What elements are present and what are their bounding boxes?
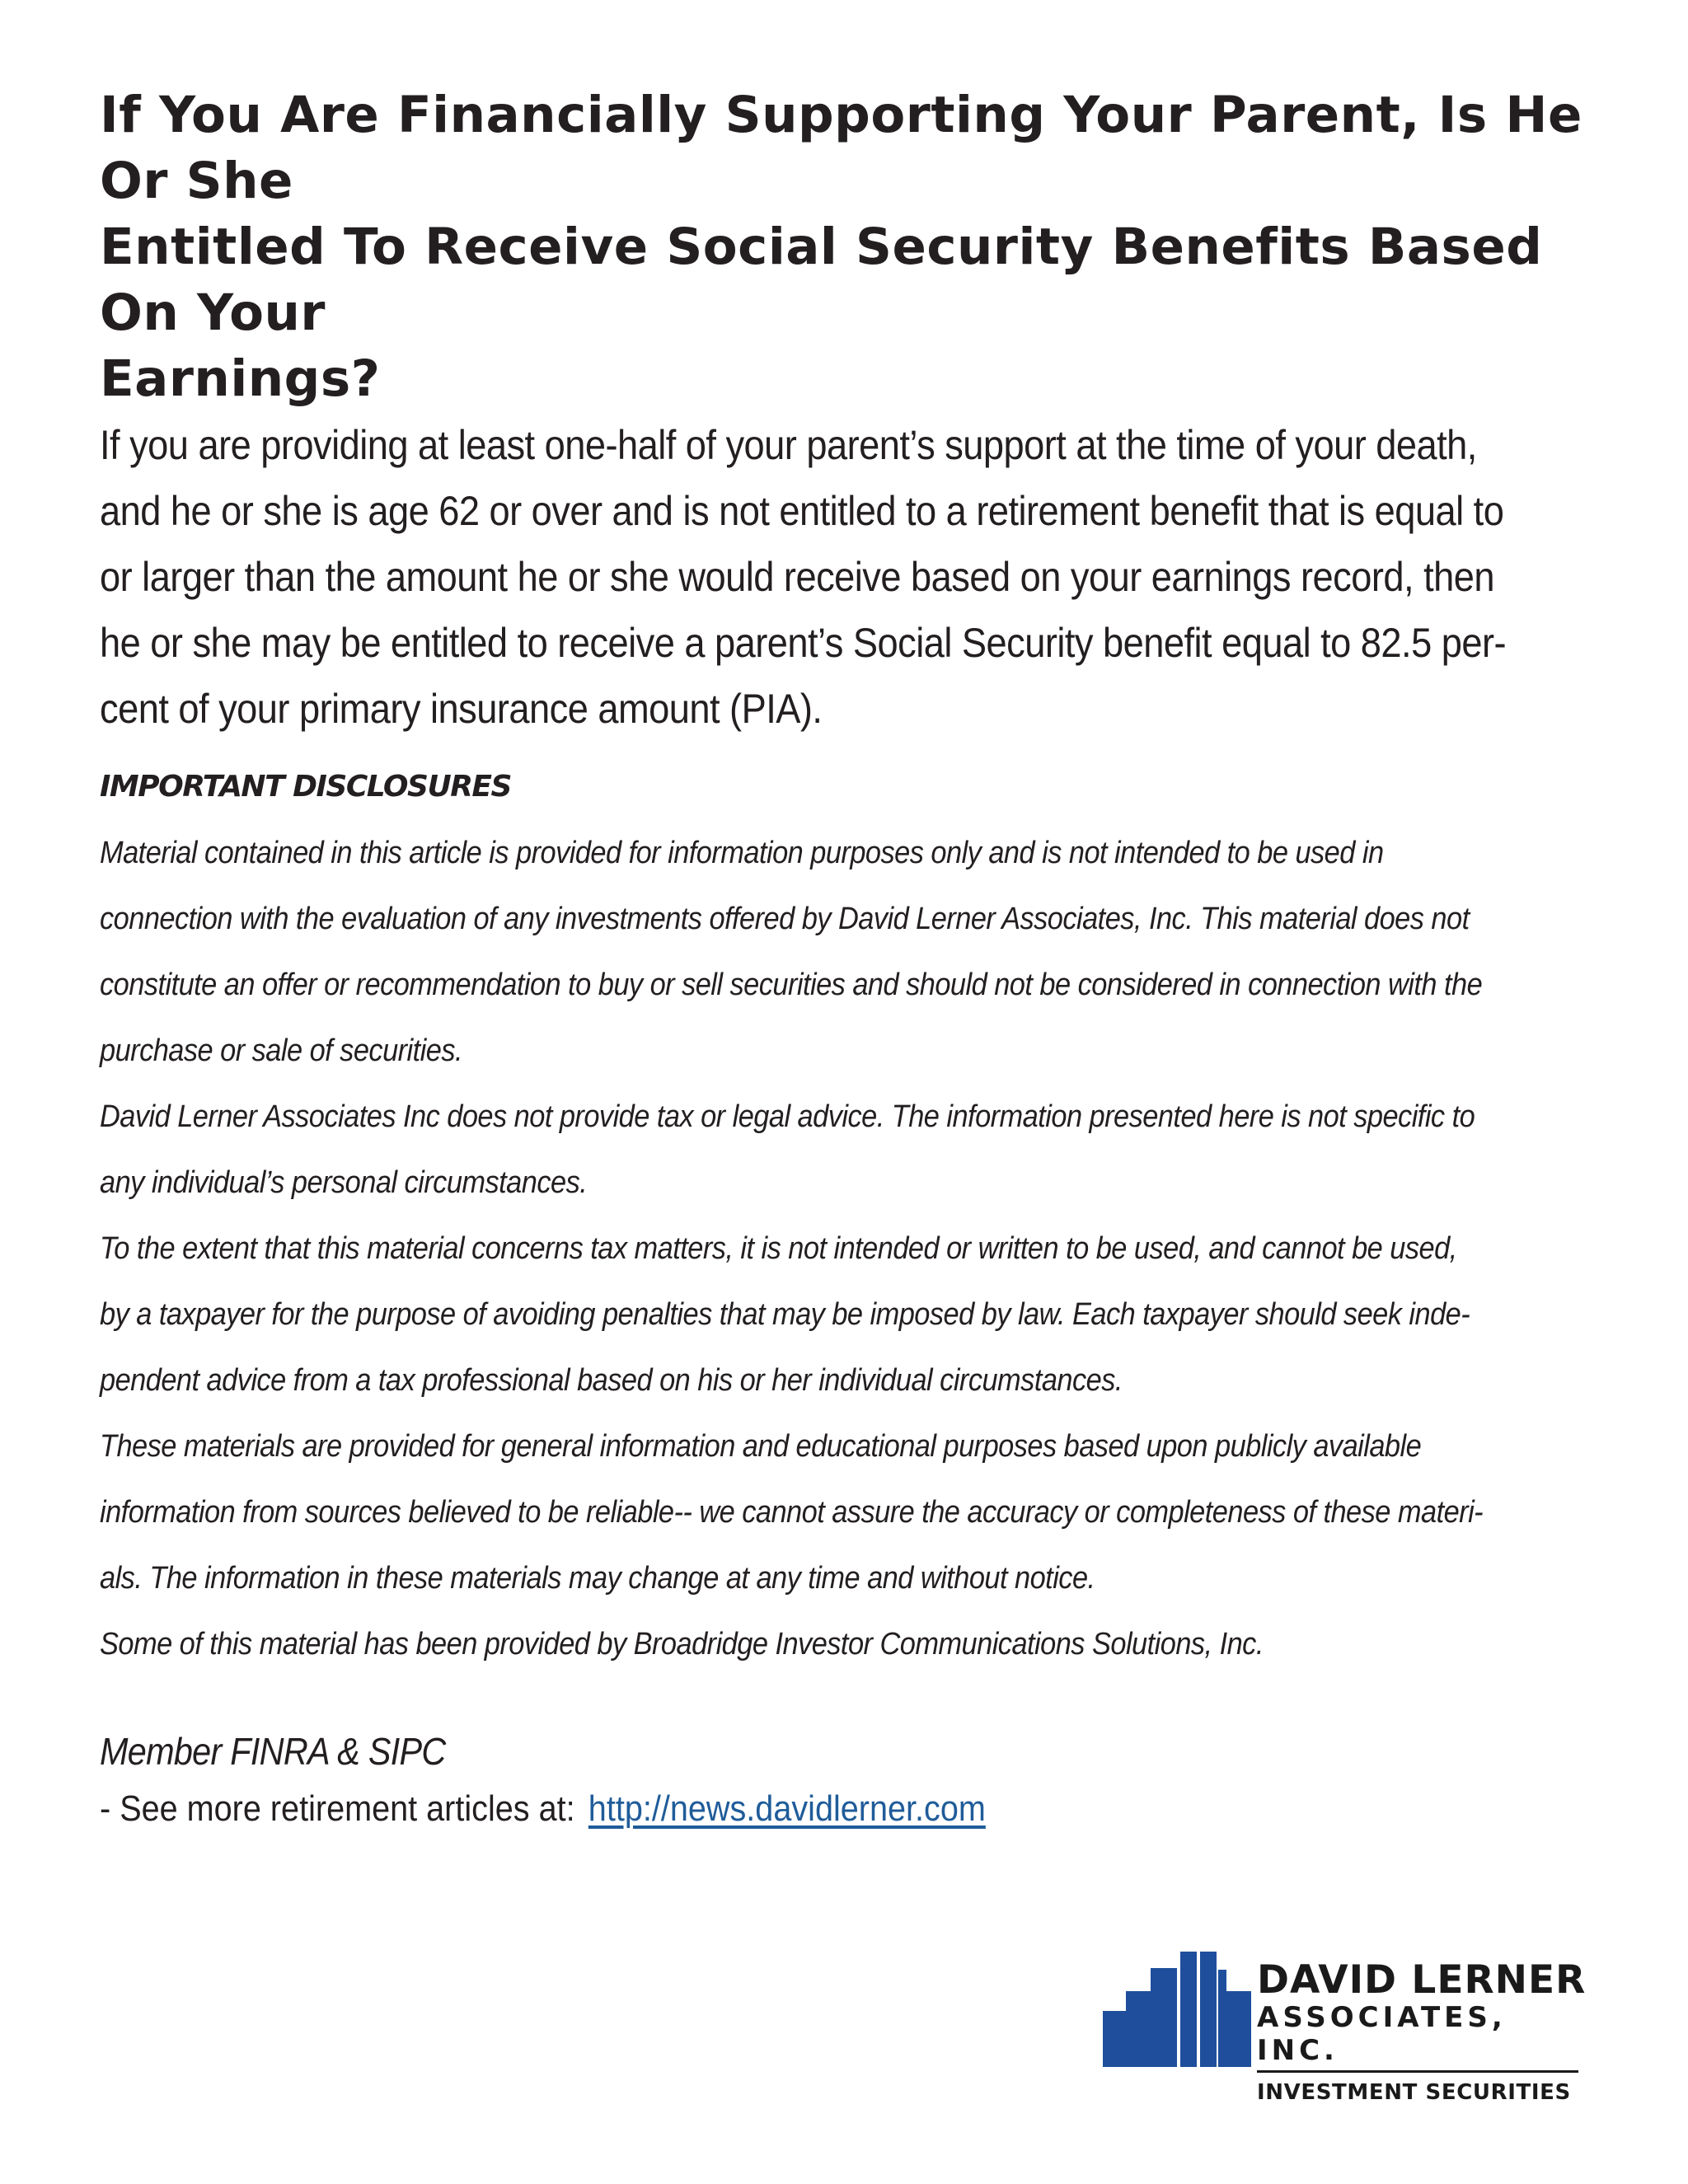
- logo-divider: [1257, 2070, 1578, 2073]
- disclosures-heading: IMPORTANT DISCLOSURES: [100, 770, 511, 804]
- body-line: or larger than the amount he or she would receive based on your earnings record, then: [100, 554, 1494, 600]
- body-line: cent of your primary insurance amount (PIA).: [100, 686, 823, 732]
- title-line: Earnings?: [100, 349, 381, 408]
- more-articles-line: [100, 1780, 986, 1838]
- disclosures-section: [100, 754, 1608, 1677]
- news-link[interactable]: http://news.davidlerner.com: [588, 1788, 986, 1829]
- disclosure-line: als. The information in these materials may change at any time and without notice.: [100, 1561, 1095, 1596]
- title-line: Entitled To Receive Social Security Benefits Based On Your: [100, 218, 1543, 342]
- article: [100, 82, 1600, 742]
- disclosure-line: connection with the evaluation of any investments offered by David Lerner Associates, Inc. This material does not: [100, 902, 1470, 936]
- disclosure-line: by a taxpayer for the purpose of avoiding penalties that may be imposed by law. Each taxpayer should seek inde-: [100, 1297, 1470, 1332]
- disclosures-text: [100, 820, 1599, 1677]
- disclosure-line: Some of this material has been provided by Broadridge Investor Communications Solutions, Inc.: [100, 1627, 1264, 1661]
- body-line: If you are providing at least one-half of your parent’s support at the time of your death,: [100, 422, 1477, 468]
- disclosure-line: constitute an offer or recommendation to buy or sell securities and should not be considered in connection with the: [100, 968, 1483, 1002]
- article-title: [100, 82, 1600, 412]
- body-line: he or she may be entitled to receive a parent’s Social Security benefit equal to 82.5 per-: [100, 620, 1507, 666]
- disclosure-line: Material contained in this article is provided for information purposes only and is not intended to be used in: [100, 836, 1384, 870]
- disclosure-line: To the extent that this material concerns tax matters, it is not intended or written to be used, and cannot be used,: [100, 1231, 1457, 1266]
- logo-company-name: DAVID LERNER: [1257, 1957, 1587, 2003]
- company-logo-text: [1257, 1957, 1587, 2109]
- more-articles-label: - See more retirement articles at:: [100, 1788, 575, 1829]
- body-line: and he or she is age 62 or over and is not entitled to a retirement benefit that is equal to: [100, 488, 1504, 534]
- logo-building-icon: [1103, 1952, 1251, 2067]
- disclosure-line: purchase or sale of securities.: [100, 1033, 463, 1068]
- logo-tagline: INVESTMENT SECURITIES: [1257, 2080, 1571, 2105]
- disclosure-line: David Lerner Associates Inc does not provide tax or legal advice. The information presented here is not specific to: [100, 1099, 1475, 1134]
- article-body: [100, 412, 1599, 742]
- disclosure-line: information from sources believed to be reliable-- we cannot assure the accuracy or completeness of these materi-: [100, 1495, 1484, 1530]
- disclosure-line: pendent advice from a tax professional based on his or her individual circumstances.: [100, 1363, 1123, 1398]
- logo-company-suffix: ASSOCIATES, INC.: [1257, 2001, 1507, 2067]
- member-finra-sipc: Member FINRA & SIPC: [100, 1730, 446, 1773]
- disclosure-line: any individual’s personal circumstances.: [100, 1165, 588, 1200]
- title-line: If You Are Financially Supporting Your Parent, Is He Or She: [100, 86, 1582, 210]
- disclosure-line: These materials are provided for general information and educational purposes based upon publicly available: [100, 1429, 1422, 1464]
